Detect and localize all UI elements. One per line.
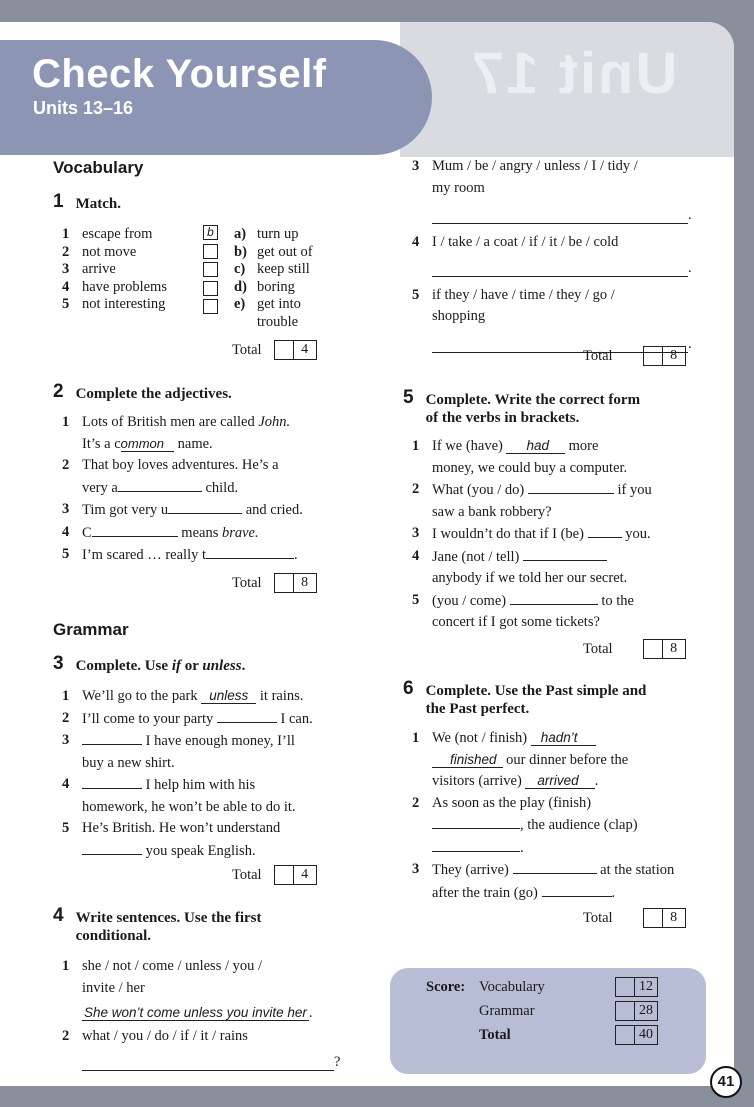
answer-blank[interactable]	[217, 708, 277, 723]
exercise-number: 5	[403, 387, 414, 408]
answer-text: finished	[432, 752, 503, 768]
score-box[interactable]	[274, 340, 294, 360]
score-category: Vocabulary	[479, 978, 545, 995]
answer-blank[interactable]	[528, 479, 614, 494]
question: 1 Lots of British men are called John. It’s a common name.	[62, 414, 291, 452]
exercise-4-questions-left	[62, 956, 352, 1071]
page-number: 41	[710, 1066, 742, 1098]
answer-blank[interactable]	[82, 840, 142, 855]
answer-line: .	[412, 336, 702, 353]
match-answer-boxes	[203, 225, 218, 314]
question: 5 He’s British. He won’t understand you speak English.	[62, 820, 281, 859]
answer-text: hadn’t	[531, 730, 596, 746]
exercise-6-total	[583, 908, 686, 928]
exercise-instruction: Complete the adjectives.	[75, 386, 232, 402]
question: 1 We’ll go to the park unless it rains.	[62, 688, 304, 704]
score-row-grammar	[479, 1001, 658, 1021]
exercise-1-total	[232, 340, 317, 360]
question: 5 (you / come) to the concert if I got some tickets?	[412, 591, 634, 630]
question: 2 what / you / do / if / it / rains	[62, 1028, 248, 1044]
max-score: 40	[635, 1025, 658, 1045]
exercise-4-total	[583, 346, 686, 366]
question: 2 I’ll come to your party I can.	[62, 709, 313, 727]
exercise-number: 6	[403, 678, 414, 699]
answer-blank[interactable]	[432, 837, 520, 852]
max-score: 4	[294, 865, 317, 885]
match-left-list	[62, 226, 222, 314]
answer-blank[interactable]	[92, 522, 178, 537]
total-label: Total	[583, 640, 613, 657]
exercise-number: 4	[53, 905, 64, 926]
exercise-instruction: Match.	[75, 196, 121, 212]
exercise-6-questions	[412, 728, 702, 904]
exercise-number: 2	[53, 381, 64, 402]
score-label: Score:	[426, 978, 466, 995]
score-category: Grammar	[479, 1002, 535, 1019]
answer-line: .	[412, 260, 702, 277]
answer-blank[interactable]	[542, 882, 612, 897]
max-score: 4	[294, 340, 317, 360]
score-panel	[390, 968, 706, 1074]
score-box[interactable]	[615, 1001, 635, 1021]
answer-line: .	[412, 207, 702, 224]
exercise-2-header	[53, 382, 232, 403]
match-right-item: c) keep still	[234, 261, 310, 277]
total-label: Total	[232, 574, 262, 591]
answer-line: She won’t come unless you invite her .	[84, 1005, 313, 1021]
answer-blank[interactable]	[168, 499, 242, 514]
max-score: 28	[635, 1001, 658, 1021]
match-answer-box[interactable]	[203, 299, 218, 314]
question: 5 I’m scared … really t .	[62, 546, 298, 563]
vocabulary-heading: Vocabulary	[53, 158, 144, 177]
score-box[interactable]	[643, 346, 663, 366]
score-box[interactable]	[274, 573, 294, 593]
exercise-instruction: Complete. Write the correct form of the verbs in brackets.	[425, 392, 641, 426]
page-title: Check Yourself	[32, 52, 327, 96]
answer-text: arrived	[525, 773, 594, 789]
answer-blank[interactable]	[432, 262, 688, 277]
exercise-number: 1	[53, 191, 64, 212]
total-label: Total	[232, 866, 262, 883]
worksheet-page	[0, 22, 734, 1086]
answer-blank[interactable]	[82, 774, 142, 789]
question: 4 I / take / a coat / if / it / be / cold	[412, 234, 619, 250]
max-score: 8	[663, 346, 686, 366]
match-right-item: d) boring	[234, 278, 295, 295]
score-category: Total	[479, 1026, 511, 1043]
answer-blank[interactable]	[588, 523, 622, 538]
match-answer-box[interactable]	[203, 281, 218, 296]
answer-blank[interactable]	[513, 859, 597, 874]
exercise-3-questions	[62, 686, 352, 862]
answer-blank[interactable]	[118, 477, 202, 492]
match-right-item: a) turn up	[234, 226, 299, 242]
exercise-5-header	[403, 388, 640, 427]
total-label: Total	[583, 347, 613, 364]
score-row-vocabulary	[426, 977, 658, 997]
grammar-heading: Grammar	[53, 620, 129, 639]
score-box[interactable]	[274, 865, 294, 885]
question: 2 As soon as the play (finish) , the audience (clap) .	[412, 794, 638, 856]
exercise-3-header	[53, 654, 245, 675]
exercise-3-total	[232, 865, 317, 885]
answer-text: unless	[201, 688, 256, 704]
question: 4 Jane (not / tell) anybody if we told her our secret.	[412, 547, 628, 586]
score-row-total	[479, 1025, 658, 1045]
match-answer-box[interactable]: b	[203, 225, 218, 240]
max-score: 8	[663, 908, 686, 928]
answer-text: had	[506, 438, 565, 454]
question: 3 Tim got very u and cried.	[62, 501, 303, 518]
exercise-6-header	[403, 679, 646, 718]
match-right-item: b) get out of	[234, 243, 313, 260]
exercise-number: 3	[53, 653, 64, 674]
exercise-instruction: Complete. Use the Past simple and the Past perfect.	[425, 683, 647, 717]
question: 1 We (not / finish) hadn’t finished our dinner before the visitors (arrive) arrived .	[412, 730, 629, 789]
total-label: Total	[583, 909, 613, 926]
answer-blank[interactable]	[82, 730, 142, 745]
total-label: Total	[232, 341, 262, 358]
match-left-item: 3 arrive	[62, 261, 116, 277]
match-right-list	[234, 226, 354, 331]
exercise-instruction: Write sentences. Use the first conditional.	[75, 910, 262, 944]
score-box[interactable]	[615, 977, 635, 997]
page-subtitle: Units 13–16	[33, 98, 134, 118]
max-score: 8	[663, 639, 686, 659]
answer-blank[interactable]	[432, 209, 688, 224]
question: 4 I help him with his homework, he won’t be able to do it.	[62, 776, 296, 815]
match-left-item: 1 escape from	[62, 226, 153, 242]
question: 3 They (arrive) at the station after the train (go) .	[412, 861, 675, 901]
exercise-4-header	[53, 906, 262, 945]
question: 1 she / not / come / unless / you / invite / her	[62, 958, 263, 996]
answer-text: ommon	[121, 436, 174, 452]
exercise-instruction: Complete. Use if or unless.	[75, 658, 246, 674]
exercise-5-questions	[412, 436, 702, 634]
score-box[interactable]	[615, 1025, 635, 1045]
exercise-2-total	[232, 573, 317, 593]
bleed-unit-label: Unit 17	[470, 41, 678, 106]
exercise-1-header	[53, 192, 121, 213]
answer-blank[interactable]	[523, 546, 607, 561]
score-box[interactable]	[643, 639, 663, 659]
match-left-item: 2 not move	[62, 243, 137, 260]
max-score: 8	[294, 573, 317, 593]
question: 3 I wouldn’t do that if I (be) you.	[412, 525, 651, 542]
max-score: 12	[635, 977, 658, 997]
question: 3 Mum / be / angry / unless / I / tidy / my room	[412, 158, 638, 196]
match-right-item: e) get into	[234, 296, 301, 312]
answer-blank[interactable]	[432, 814, 520, 829]
question: 5 if they / have / time / they / go / shopping	[412, 286, 615, 324]
answer-blank[interactable]	[82, 1056, 334, 1071]
question: 2 That boy loves adventures. He’s a very a child.	[62, 457, 279, 496]
match-answer-box[interactable]	[203, 244, 218, 259]
answer-line: ?	[62, 1054, 352, 1071]
question: 3 I have enough money, I’ll buy a new shirt.	[62, 732, 295, 771]
exercise-5-total	[583, 639, 686, 659]
match-left-item: 4 have problems	[62, 278, 167, 295]
match-right-item: trouble	[257, 313, 299, 330]
question: 2 What (you / do) if you saw a bank robbery?	[412, 481, 652, 520]
match-answer-box[interactable]	[203, 262, 218, 277]
score-box[interactable]	[643, 908, 663, 928]
answer-blank[interactable]	[510, 590, 598, 605]
exercise-2-questions	[62, 412, 352, 567]
match-left-item: 5 not interesting	[62, 296, 166, 312]
question: 4 C means brave.	[62, 523, 259, 541]
exercise-4-questions-right	[412, 156, 702, 353]
answer-blank[interactable]	[206, 544, 294, 559]
question: 1 If we (have) had more money, we could buy a computer.	[412, 438, 628, 476]
answer-text: She won’t come unless you invite her	[84, 1005, 307, 1020]
